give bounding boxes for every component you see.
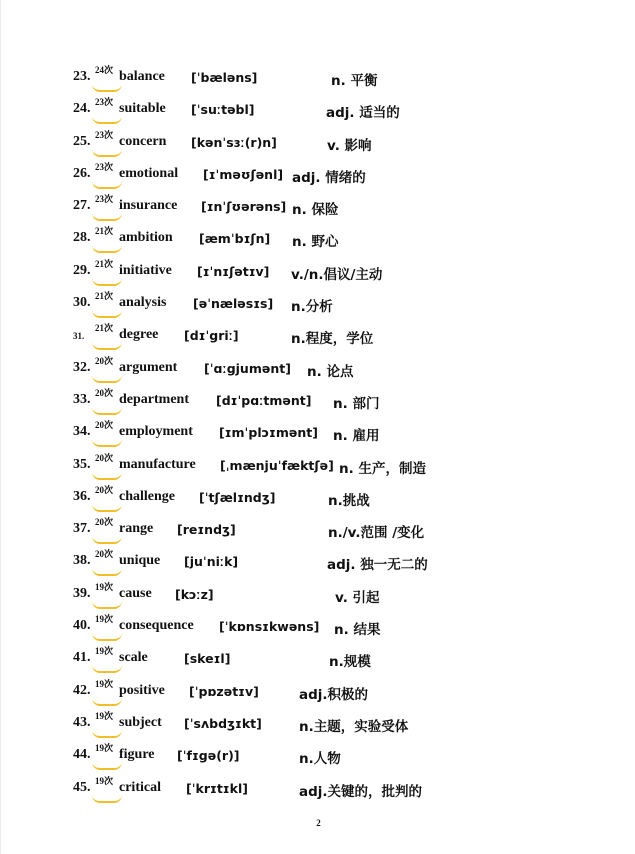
- phonetic-transcription: [kənˈsɜː(r)n]: [191, 134, 277, 150]
- vocab-row: [1, 191, 635, 223]
- vocab-row: [1, 353, 635, 385]
- english-word: analysis: [119, 295, 167, 311]
- chinese-meaning: n. 雇用: [333, 428, 380, 445]
- english-word: argument: [119, 359, 178, 375]
- phonetic-transcription: [ˈsʌbdʒɪkt]: [184, 715, 262, 731]
- entry-number: 25.: [73, 133, 91, 149]
- highlight-underline: [92, 795, 122, 803]
- frequency-count: 23次: [95, 129, 114, 140]
- chinese-meaning: n./v.范围 /变化: [328, 525, 425, 542]
- chinese-meaning: adj. 独一无二的: [327, 557, 428, 574]
- frequency-count: 24次: [95, 65, 114, 75]
- highlight-underline: [92, 245, 122, 253]
- phonetic-transcription: [dɪˈgriː]: [184, 328, 239, 344]
- vocab-row: [1, 611, 635, 643]
- entry-number: 36.: [73, 488, 91, 504]
- entry-number: 31.: [73, 331, 85, 342]
- chinese-meaning: n. 部门: [333, 395, 380, 412]
- english-word: insurance: [119, 198, 178, 214]
- english-word: degree: [119, 327, 159, 343]
- frequency-count: 23次: [95, 97, 114, 108]
- vocab-row: [1, 320, 635, 352]
- highlight-underline: [92, 633, 122, 641]
- english-word: unique: [119, 553, 161, 569]
- english-word: manufacture: [119, 456, 196, 472]
- chinese-meaning: v. 影响: [327, 137, 372, 154]
- entry-number: 37.: [73, 521, 91, 537]
- frequency-count: 21次: [95, 323, 114, 334]
- entry-number: 26.: [73, 165, 91, 181]
- phonetic-transcription: [ˈkrɪtɪkl]: [186, 780, 248, 796]
- english-word: range: [119, 521, 154, 537]
- entry-number: 43.: [73, 714, 91, 730]
- frequency-count: 19次: [95, 710, 114, 721]
- vocab-row: [1, 740, 635, 772]
- highlight-underline: [92, 568, 122, 576]
- entry-number: 42.: [73, 682, 91, 698]
- entry-number: 39.: [73, 585, 91, 601]
- entry-number: 38.: [73, 553, 91, 569]
- frequency-count: 20次: [95, 355, 114, 366]
- english-word: cause: [119, 585, 152, 601]
- frequency-count: 20次: [95, 420, 114, 431]
- vocab-list: [1, 62, 635, 805]
- highlight-underline: [92, 730, 122, 738]
- highlight-underline: [92, 698, 122, 706]
- entry-number: 32.: [73, 359, 91, 375]
- chinese-meaning: n. 平衡: [331, 73, 378, 89]
- phonetic-transcription: [ˈtʃælɪndʒ]: [199, 489, 276, 505]
- vocab-row: [1, 159, 635, 191]
- entry-number: 29.: [73, 262, 91, 278]
- english-word: subject: [119, 714, 162, 730]
- entry-number: 23.: [73, 69, 91, 84]
- chinese-meaning: n.程度，学位: [291, 331, 374, 348]
- entry-number: 27.: [73, 198, 91, 214]
- frequency-count: 23次: [95, 194, 114, 205]
- chinese-meaning: n. 论点: [307, 363, 354, 380]
- entry-number: 40.: [73, 618, 91, 634]
- entry-number: 33.: [73, 391, 91, 407]
- english-word: ambition: [119, 230, 173, 246]
- chinese-meaning: n. 保险: [292, 202, 339, 219]
- vocab-row: [1, 94, 635, 126]
- vocab-row: [1, 482, 635, 514]
- vocab-row: [1, 708, 635, 740]
- vocab-row: [1, 676, 635, 708]
- entry-number: 24.: [73, 101, 91, 117]
- vocab-row: [1, 643, 635, 675]
- vocab-row: [1, 288, 635, 320]
- phonetic-transcription: [ˈpɒzətɪv]: [189, 683, 259, 699]
- entry-number: 34.: [73, 424, 91, 440]
- english-word: department: [119, 391, 189, 407]
- entry-number: 35.: [73, 456, 91, 472]
- phonetic-transcription: [kɔːz]: [175, 586, 214, 602]
- phonetic-transcription: [ɪmˈplɔɪmənt]: [219, 425, 318, 441]
- frequency-count: 20次: [95, 452, 114, 463]
- phonetic-transcription: [ˈsuːtəbl]: [191, 102, 255, 118]
- vocab-row: [1, 223, 635, 255]
- frequency-count: 21次: [95, 226, 114, 237]
- english-word: consequence: [119, 618, 194, 634]
- chinese-meaning: n.规模: [329, 654, 371, 671]
- highlight-underline: [92, 84, 122, 92]
- chinese-meaning: n.人物: [299, 751, 341, 768]
- entry-number: 45.: [73, 779, 91, 795]
- highlight-underline: [92, 536, 122, 544]
- phonetic-transcription: [ɪˈməʊʃənl]: [203, 166, 284, 182]
- highlight-underline: [92, 504, 122, 512]
- phonetic-transcription: [dɪˈpɑːtmənt]: [216, 392, 312, 408]
- highlight-underline: [92, 472, 122, 480]
- chinese-meaning: v. 引起: [335, 589, 380, 606]
- english-word: challenge: [119, 488, 175, 504]
- phonetic-transcription: [æmˈbɪʃn]: [199, 231, 271, 247]
- vocab-row: [1, 773, 635, 805]
- vocab-row: [1, 127, 635, 159]
- english-word: employment: [119, 424, 193, 440]
- chinese-meaning: adj.关键的，批判的: [299, 783, 423, 800]
- frequency-count: 19次: [95, 678, 114, 689]
- english-word: critical: [119, 779, 161, 795]
- vocab-row: [1, 417, 635, 449]
- chinese-meaning: n.主题，实验受体: [299, 718, 409, 735]
- frequency-count: 20次: [95, 549, 114, 560]
- highlight-underline: [92, 213, 122, 221]
- chinese-meaning: adj.积极的: [299, 686, 369, 703]
- highlight-underline: [92, 149, 122, 157]
- vocab-row: [1, 579, 635, 611]
- chinese-meaning: adj. 适当的: [326, 105, 400, 122]
- vocab-row: [1, 385, 635, 417]
- frequency-count: 19次: [95, 581, 114, 592]
- chinese-meaning: n. 结果: [334, 622, 381, 639]
- frequency-count: 20次: [95, 517, 114, 528]
- highlight-underline: [92, 278, 122, 286]
- english-word: figure: [119, 747, 155, 763]
- entry-number: 44.: [73, 747, 91, 763]
- highlight-underline: [92, 407, 122, 415]
- highlight-underline: [92, 181, 122, 189]
- frequency-count: 21次: [95, 258, 114, 269]
- phonetic-transcription: [ɪˈnɪʃətɪv]: [197, 263, 270, 279]
- chinese-meaning: n.挑战: [328, 492, 370, 509]
- english-word: emotional: [119, 165, 179, 181]
- highlight-underline: [92, 310, 122, 318]
- highlight-underline: [92, 342, 122, 350]
- entry-number: 41.: [73, 650, 91, 666]
- phonetic-transcription: [reɪndʒ]: [177, 522, 236, 538]
- highlight-underline: [92, 762, 122, 770]
- phonetic-transcription: [əˈnæləsɪs]: [193, 296, 274, 312]
- english-word: scale: [119, 650, 148, 666]
- english-word: suitable: [119, 101, 166, 117]
- phonetic-transcription: [juˈniːk]: [184, 554, 239, 570]
- frequency-count: 20次: [95, 484, 114, 495]
- phonetic-transcription: [ˈbæləns]: [191, 70, 258, 85]
- phonetic-transcription: [ɪnˈʃʊərəns]: [201, 199, 287, 215]
- highlight-underline: [92, 439, 122, 447]
- chinese-meaning: n.分析: [291, 299, 333, 316]
- chinese-meaning: v./n.倡议/主动: [291, 266, 383, 283]
- highlight-underline: [92, 601, 122, 609]
- english-word: initiative: [119, 262, 172, 278]
- frequency-count: 23次: [95, 161, 114, 172]
- frequency-count: 21次: [95, 291, 114, 302]
- frequency-count: 19次: [95, 614, 114, 625]
- vocab-row: [1, 62, 635, 94]
- phonetic-transcription: [ˈfɪgə(r)]: [177, 748, 240, 764]
- english-word: balance: [119, 69, 165, 84]
- entry-number: 28.: [73, 230, 91, 246]
- highlight-underline: [92, 665, 122, 673]
- frequency-count: 19次: [95, 775, 114, 786]
- chinese-meaning: n. 野心: [292, 234, 339, 251]
- phonetic-transcription: [ˈkɒnsɪkwəns]: [219, 619, 320, 635]
- chinese-meaning: n. 生产，制造: [339, 460, 426, 477]
- phonetic-transcription: [ˌmænjuˈfæktʃə]: [220, 457, 334, 473]
- page-number: 2: [316, 818, 321, 828]
- frequency-count: 19次: [95, 743, 114, 754]
- highlight-underline: [92, 375, 122, 383]
- frequency-count: 20次: [95, 387, 114, 398]
- phonetic-transcription: [ˈɑːgjumənt]: [204, 360, 291, 376]
- phonetic-transcription: [skeɪl]: [184, 651, 231, 667]
- vocab-row: [1, 256, 635, 288]
- vocab-row: [1, 546, 635, 578]
- frequency-count: 19次: [95, 646, 114, 657]
- entry-number: 30.: [73, 295, 91, 311]
- english-word: positive: [119, 682, 165, 698]
- chinese-meaning: adj. 情绪的: [292, 169, 366, 186]
- vocab-row: [1, 450, 635, 482]
- english-word: concern: [119, 133, 167, 149]
- vocab-row: [1, 514, 635, 546]
- highlight-underline: [92, 116, 122, 124]
